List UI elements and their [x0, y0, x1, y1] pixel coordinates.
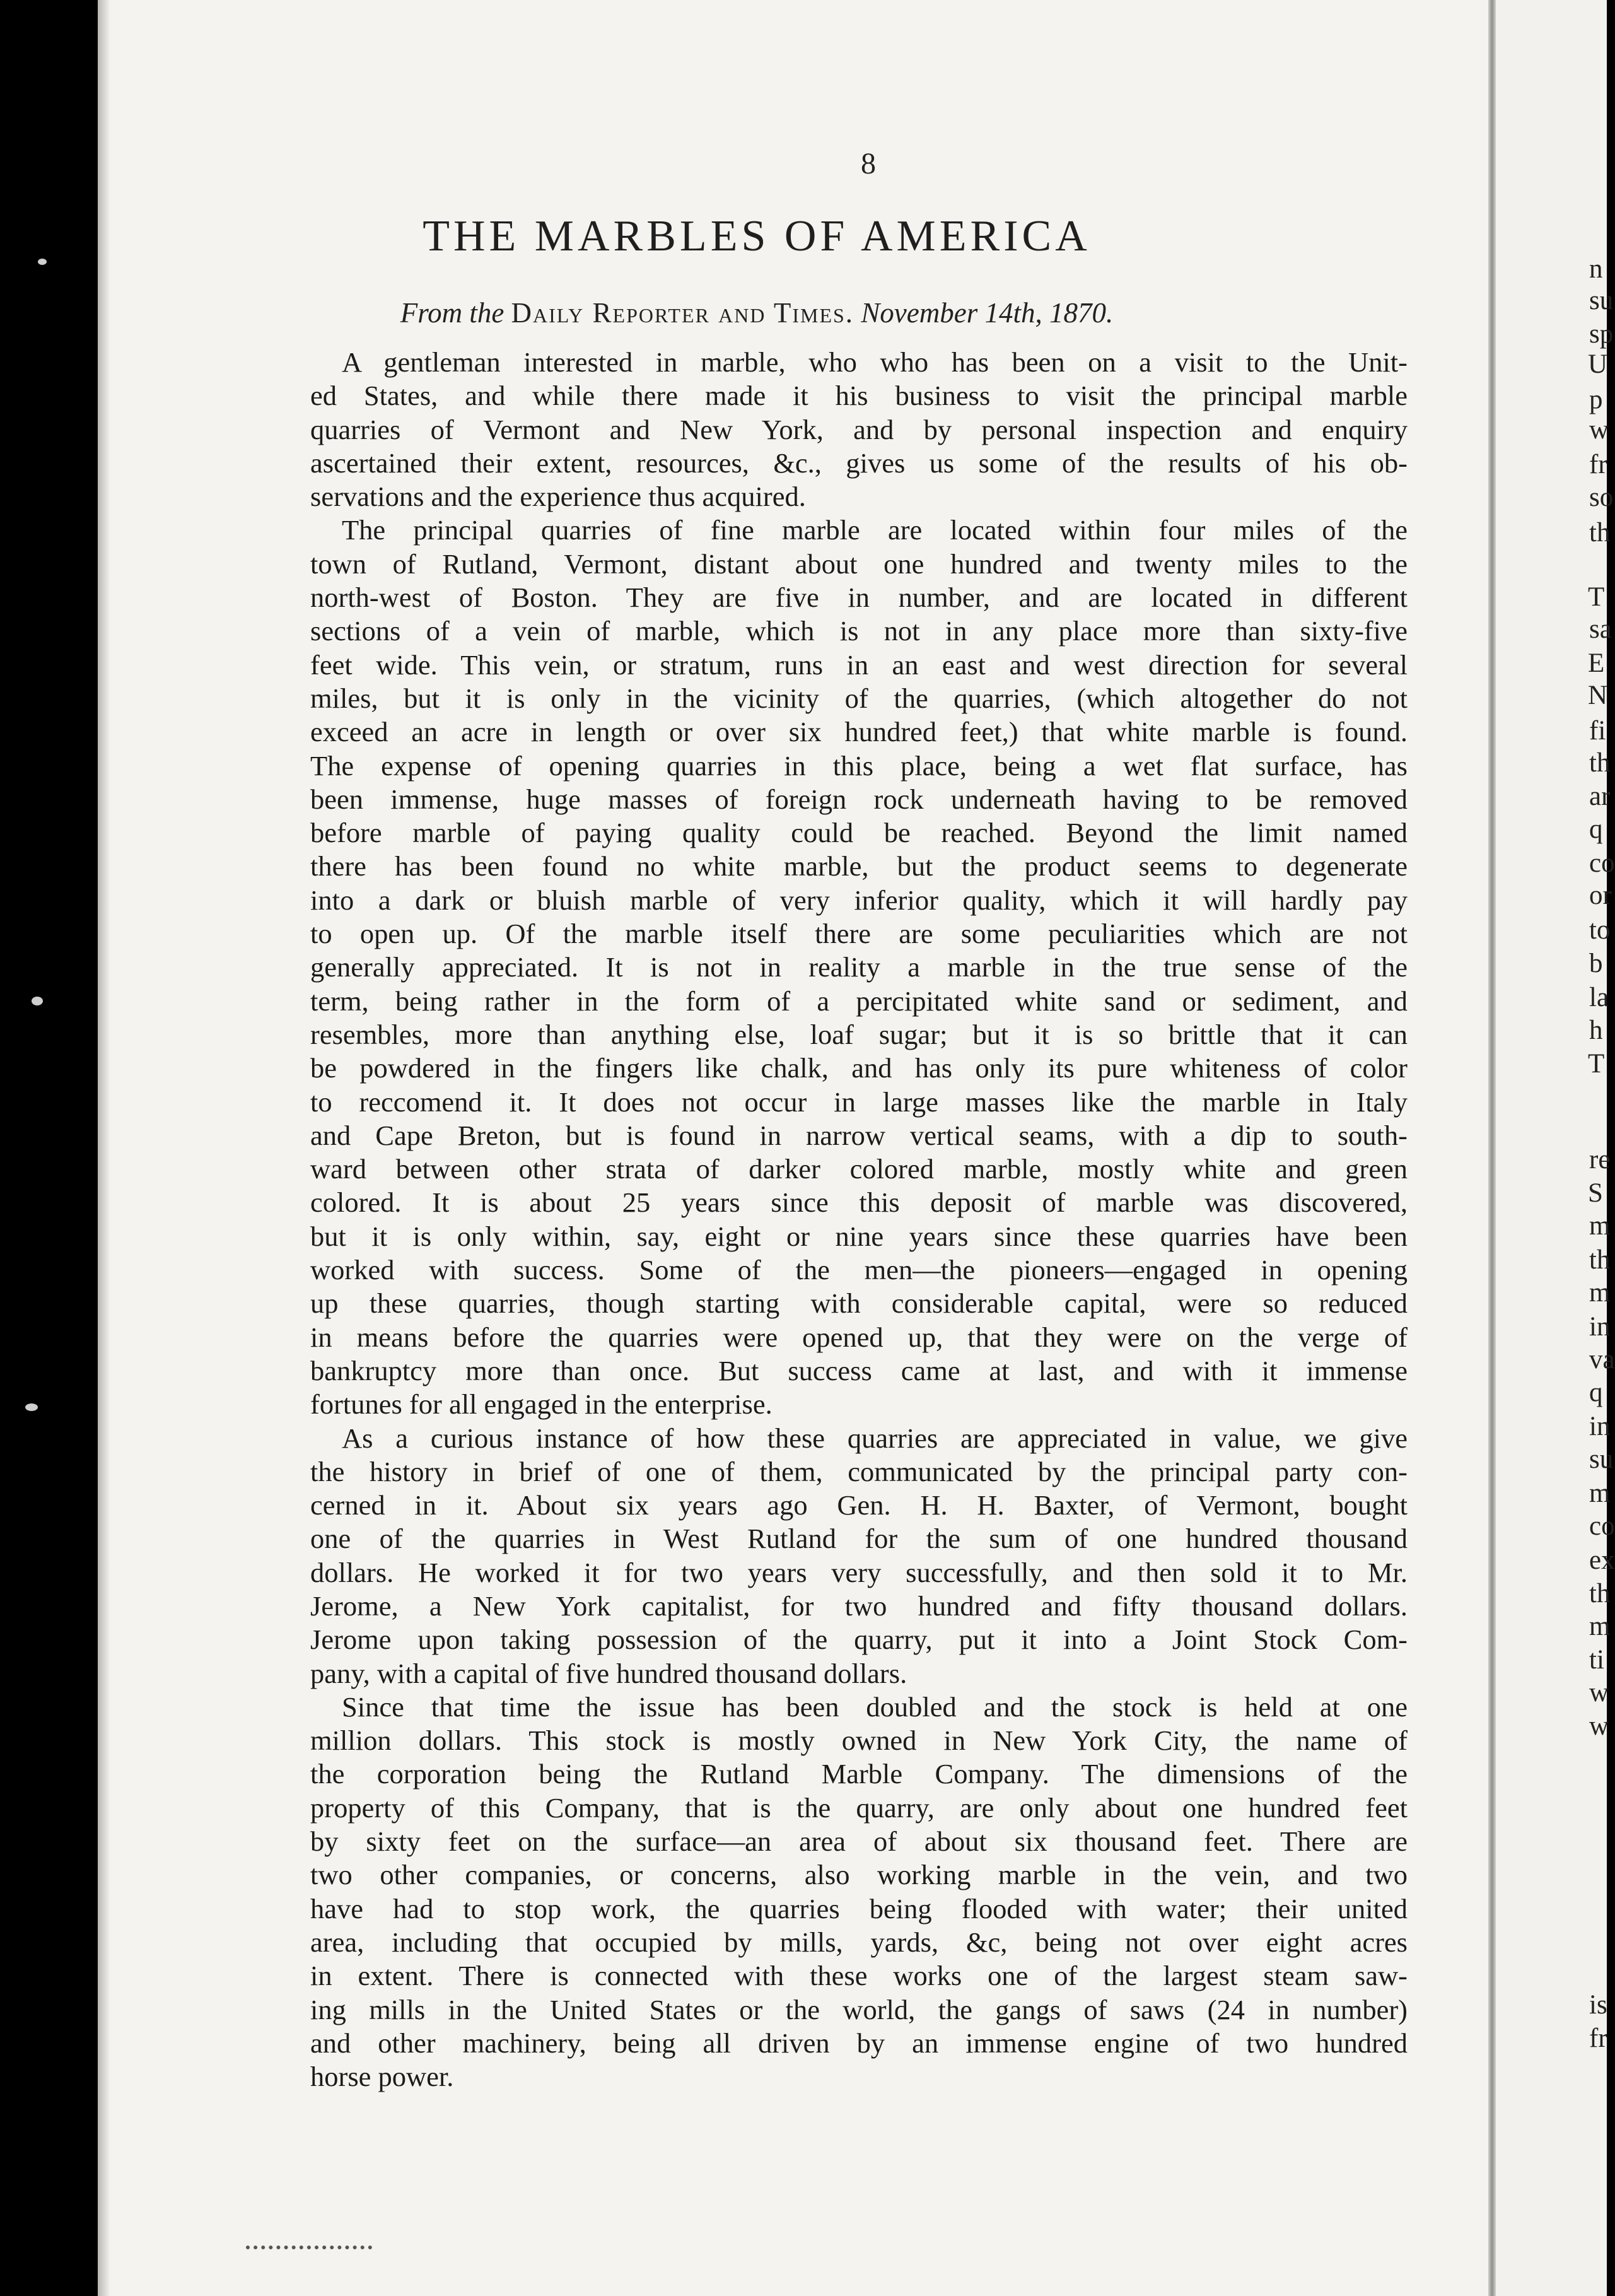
fragment-text: m	[1589, 1612, 1611, 1641]
fragment-text: b	[1589, 949, 1603, 978]
text-line: the history in brief of one of them, communicated by the principal party con-	[310, 1455, 1408, 1487]
fragment-text: co	[1589, 1511, 1615, 1541]
book-gutter	[1488, 0, 1496, 2296]
text-line: two other companies, or concerns, also working marble in the vein, and two	[310, 1859, 1408, 1891]
fragment-text: th	[1589, 518, 1611, 548]
text-line: and Cape Breton, but is found in narrow vertical seams, with a dip to south-	[310, 1119, 1408, 1151]
text-line: ascertained their extent, resources, &c., gives us some of the results of his ob-	[310, 447, 1408, 479]
fragment-text: or	[1589, 881, 1612, 910]
text-line: term, being rather in the form of a percipitated white sand or sediment, and	[310, 985, 1408, 1017]
text-line: dollars. He worked it for two years very successfully, and then sold it to Mr.	[310, 1556, 1408, 1588]
page-edge-dots	[246, 2246, 372, 2256]
fragment-text: th	[1589, 1579, 1611, 1608]
text-line: colored. It is about 25 years since this deposit of marble was discovered,	[310, 1186, 1408, 1219]
text-line: up these quarries, though starting with considerable capital, were so reduced	[310, 1287, 1408, 1320]
fragment-text: ar	[1589, 782, 1611, 811]
fragment-text: th	[1589, 1245, 1611, 1275]
text-line: As a curious instance of how these quarries are appreciated in value, we give	[342, 1422, 1408, 1454]
fragment-text: m	[1589, 1211, 1611, 1241]
text-line: been immense, huge masses of foreign rock underneath having to be removed	[310, 783, 1408, 815]
text-line: feet wide. This vein, or stratum, runs in an east and west direction for several	[310, 648, 1408, 681]
fragment-text: T	[1588, 1049, 1605, 1079]
fragment-text: va	[1589, 1345, 1615, 1374]
text-line: north-west of Boston. They are five in number, and are located in different	[310, 582, 1408, 614]
text-line: in means before the quarries were opened up, that they were on the verge of	[310, 1321, 1408, 1353]
text-line: horse power.	[310, 2061, 454, 2093]
scan-speck	[38, 259, 47, 265]
fragment-text: fi	[1589, 716, 1606, 746]
text-line: miles, but it is only in the vicinity of the quarries, (which altogether do not	[310, 682, 1408, 714]
text-line: exceed an acre in length or over six hundred feet,) that white marble is found.	[310, 716, 1408, 748]
adjacent-page-fragment	[1496, 0, 1615, 2296]
text-line: The principal quarries of fine marble are located within four miles of the	[342, 514, 1408, 546]
fragment-text: co	[1589, 848, 1615, 878]
text-line: be powdered in the fingers like chalk, and has only its pure whiteness of color	[310, 1052, 1408, 1084]
text-line: and other machinery, being all driven by an immense engine of two hundred	[310, 2027, 1408, 2059]
text-line: to open up. Of the marble itself there are some peculiarities which are not	[310, 918, 1408, 950]
fragment-text: S	[1588, 1178, 1603, 1208]
fragment-text: p	[1589, 385, 1603, 414]
fragment-text: N	[1588, 681, 1608, 710]
publication-date: November 14th, 1870.	[854, 297, 1114, 329]
fragment-text: ti	[1589, 1645, 1604, 1675]
text-line: Jerome, a New York capitalist, for two hundred and fifty thousand dollars.	[310, 1590, 1408, 1622]
fragment-text: ex	[1589, 1545, 1615, 1575]
fragment-text: n	[1589, 254, 1603, 284]
fragment-text: th	[1589, 748, 1611, 778]
text-line: in extent. There is connected with these works one of the largest steam saw-	[310, 1960, 1408, 1992]
fragment-text: re	[1589, 1145, 1611, 1174]
text-line: million dollars. This stock is mostly owned in New York City, the name of	[310, 1725, 1408, 1757]
text-line: servations and the experience thus acquired.	[310, 481, 806, 513]
fragment-text: w	[1589, 1678, 1609, 1707]
page-shadow	[98, 0, 110, 2296]
fragment-text: T	[1588, 582, 1605, 612]
text-line: before marble of paying quality could be reached. Beyond the limit named	[310, 817, 1408, 849]
text-line: A gentleman interested in marble, who who has been on a visit to the Unit-	[342, 346, 1408, 378]
fragment-text: la	[1589, 983, 1609, 1012]
text-line: by sixty feet on the surface—an area of about six thousand feet. There are	[310, 1825, 1408, 1858]
source-prefix: From the	[400, 297, 511, 329]
fragment-text: fr	[1589, 450, 1607, 479]
text-line: the corporation being the Rutland Marble Company. The dimensions of the	[310, 1758, 1408, 1790]
text-line: pany, with a capital of five hundred thousand dollars.	[310, 1657, 907, 1689]
text-line: into a dark or bluish marble of very inferior quality, which it will hardly pay	[310, 884, 1408, 916]
text-line: worked with success. Some of the men—the pioneers—engaged in opening	[310, 1254, 1408, 1286]
text-line: generally appreciated. It is not in reality a marble in the true sense of the	[310, 951, 1408, 983]
scan-border-left	[0, 0, 98, 2296]
text-line: ed States, and while there made it his business to visit the principal marble	[310, 380, 1408, 412]
scan-speck	[25, 1403, 38, 1411]
text-line: quarries of Vermont and New York, and by personal inspection and enquiry	[310, 413, 1408, 445]
fragment-text: su	[1589, 286, 1614, 315]
text-line: resembles, more than anything else, loaf sugar; but it is so brittle that it can	[310, 1018, 1408, 1050]
page-number: 8	[861, 147, 876, 180]
fragment-text: to	[1589, 915, 1611, 945]
fragment-text: h	[1589, 1016, 1603, 1045]
fragment-text: so	[1589, 483, 1614, 512]
fragment-text: is	[1589, 1990, 1607, 2020]
text-line: ward between other strata of darker colored marble, mostly white and green	[310, 1153, 1408, 1185]
text-line: have had to stop work, the quarries being flooded with water; their united	[310, 1892, 1408, 1924]
fragment-text: w	[1589, 415, 1609, 445]
text-line: The expense of opening quarries in this place, being a wet flat surface, has	[310, 749, 1408, 782]
text-line: Jerome upon taking possession of the quarry, put it into a Joint Stock Com-	[310, 1624, 1408, 1656]
text-line: to reccomend it. It does not occur in large masses like the marble in Italy	[310, 1086, 1408, 1118]
fragment-text: in	[1589, 1412, 1611, 1441]
article-title: THE MARBLES OF AMERICA	[423, 212, 1091, 261]
text-line: one of the quarries in West Rutland for the sum of one hundred thousand	[310, 1523, 1408, 1555]
fragment-text: m	[1589, 1479, 1611, 1508]
fragment-text: sa	[1589, 614, 1612, 644]
text-line: cerned in it. About six years ago Gen. H. H. Baxter, of Vermont, bought	[310, 1489, 1408, 1521]
fragment-text: sp	[1589, 319, 1614, 349]
scan-speck	[32, 997, 43, 1005]
article-body	[310, 346, 1408, 2094]
text-line: Since that time the issue has been doubled and the stock is held at one	[342, 1690, 1408, 1723]
fragment-text: w	[1589, 1711, 1609, 1741]
text-line: town of Rutland, Vermont, distant about one hundred and twenty miles to the	[310, 548, 1408, 580]
fragment-text: q	[1589, 1378, 1603, 1407]
fragment-text: su	[1589, 1444, 1614, 1474]
text-line: ing mills in the United States or the world, the gangs of saws (24 in number)	[310, 1993, 1408, 2025]
text-line: property of this Company, that is the quarry, are only about one hundred feet	[310, 1791, 1408, 1824]
text-line: area, including that occupied by mills, yards, &c, being not over eight acres	[310, 1926, 1408, 1958]
fragment-text: in	[1589, 1312, 1611, 1342]
text-line: fortunes for all engaged in the enterprise.	[310, 1388, 773, 1420]
fragment-text: q	[1589, 814, 1603, 844]
text-line: but it is only within, say, eight or nine years since these quarries have been	[310, 1220, 1408, 1252]
fragment-text: E	[1588, 648, 1605, 678]
text-line: sections of a vein of marble, which is not in any place more than sixty-five	[310, 615, 1408, 647]
text-line: bankruptcy more than once. But success came at last, and with it immense	[310, 1354, 1408, 1386]
newspaper-name: Daily Reporter and Times.	[511, 297, 854, 329]
text-line: there has been found no white marble, but the product seems to degenerate	[310, 850, 1408, 882]
article-source-line	[315, 296, 1198, 329]
fragment-text: U	[1588, 349, 1608, 379]
fragment-text: fr	[1589, 2024, 1607, 2053]
fragment-text: m	[1589, 1278, 1611, 1308]
